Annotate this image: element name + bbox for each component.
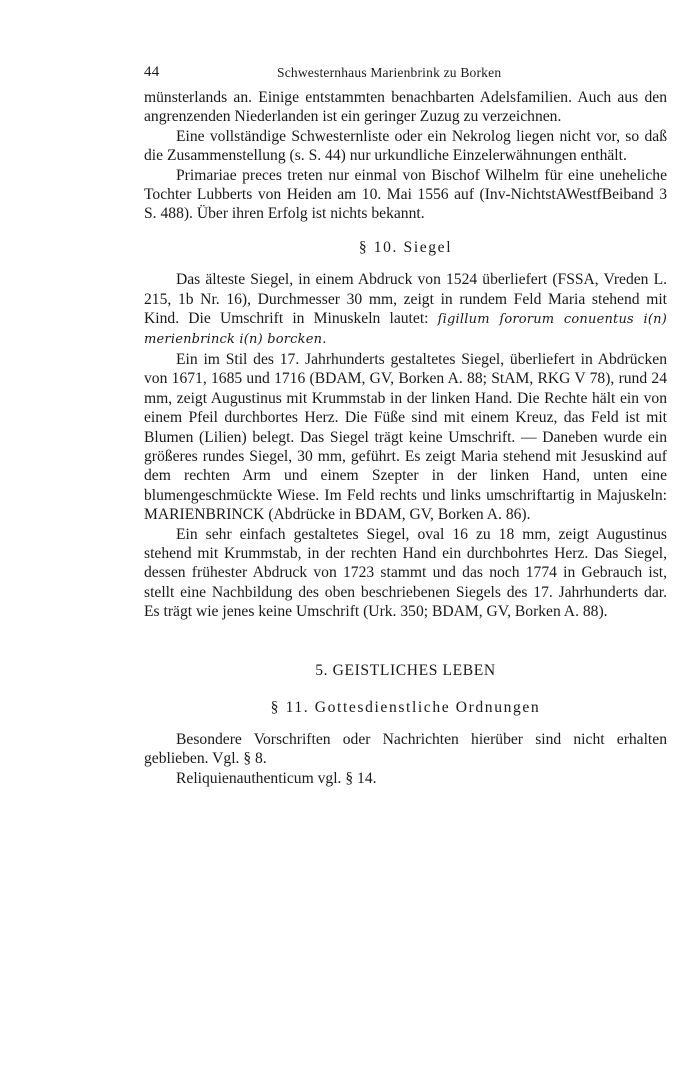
chapter-heading: 5. GEISTLICHES LEBEN bbox=[315, 661, 496, 679]
body-paragraph bbox=[144, 270, 667, 350]
body-paragraph: Ein im Stil des 17. Jahrhunderts gestaltetes Siegel, überliefert in Abdrücken von 1671, 1685 und 1716 (BDAM, GV, Borken A. 88; StAM, RKG V 78), rund 24 mm, zeigt Augustinus mit Krummstab in der linken Hand. Die Rechte hält ein von einem Pfeil durchbortes Herz. Die Füße sind mit einem Kreuz, das Feld ist mit Blumen (Lilien) belegt. Das Siegel trägt keine Umschrift. — Daneben wurde ein größeres rundes Siegel, 30 mm, geführt. Es zeigt Maria stehend mit Jesuskind auf dem rechten Arm und einem Szepter in der linken Hand, unten eine blumengeschmückte Wiese. Im Feld rechts und links umschriftartig in Majuskeln: MARIENBRINCK (Abdrücke in BDAM, GV, Borken A. 86). bbox=[144, 350, 667, 524]
running-title: Schwesternhaus Marienbrink zu Borken bbox=[277, 65, 502, 80]
body-paragraph: münsterlands an. Einige entstammten benachbarten Adelsfamilien. Auch aus den angrenzenden Niederlanden ist ein geringer Zuzug zu verzeichnen. bbox=[144, 89, 667, 126]
body-paragraph: Primariae preces treten nur einmal von Bischof Wilhelm für eine uneheliche Tochter Lubberts von Heiden am 10. Mai 1556 auf (Inv-NichtstAWestfBeiband 3 S. 488). Über ihren Erfolg ist nichts bekannt. bbox=[144, 166, 667, 223]
page-number: 44 bbox=[144, 64, 160, 80]
body-paragraph: Besondere Vorschriften oder Nachrichten hierüber sind nicht erhalten geblieben. Vgl. § 8. bbox=[144, 730, 667, 768]
section-heading: § 10. Siegel bbox=[358, 238, 453, 256]
paragraph-text: Das älteste Siegel, in einem Abdruck von 1524 überliefert (FSSA, Vreden L. 215, 1b Nr. 16), Durchmesser 30 mm, zeigt in rundem Feld Maria stehend mit Kind. Die Umschrift in Minuskeln lautet: bbox=[144, 271, 667, 328]
body-paragraph: Reliquienauthenticum vgl. § 14. bbox=[176, 769, 377, 787]
seal-inscription: ſigillum ſororum conuentus i(n) merienbrinck i(n) borcken. bbox=[144, 312, 667, 348]
section-heading: § 11. Gottesdienstliche Ordnungen bbox=[270, 698, 541, 716]
body-paragraph: Eine vollständige Schwesternliste oder ein Nekrolog liegen nicht vor, so daß die Zusammenstellung (s. S. 44) nur urkundliche Einzelerwähnungen enthält. bbox=[144, 127, 667, 165]
running-header bbox=[144, 62, 667, 88]
book-page bbox=[144, 62, 667, 788]
body-paragraph: Ein sehr einfach gestaltetes Siegel, oval 16 zu 18 mm, zeigt Augustinus stehend mit Krummstab, in der rechten Hand ein durchbohrtes Herz. Das Siegel, dessen frühester Abdruck von 1723 stammt und das noch 1774 in Gebrauch ist, stellt eine Nachbildung des oben beschriebenen Siegels des 17. Jahrhunderts dar. Es trägt wie jenes keine Umschrift (Urk. 350; BDAM, GV, Borken A. 88). bbox=[144, 525, 667, 621]
